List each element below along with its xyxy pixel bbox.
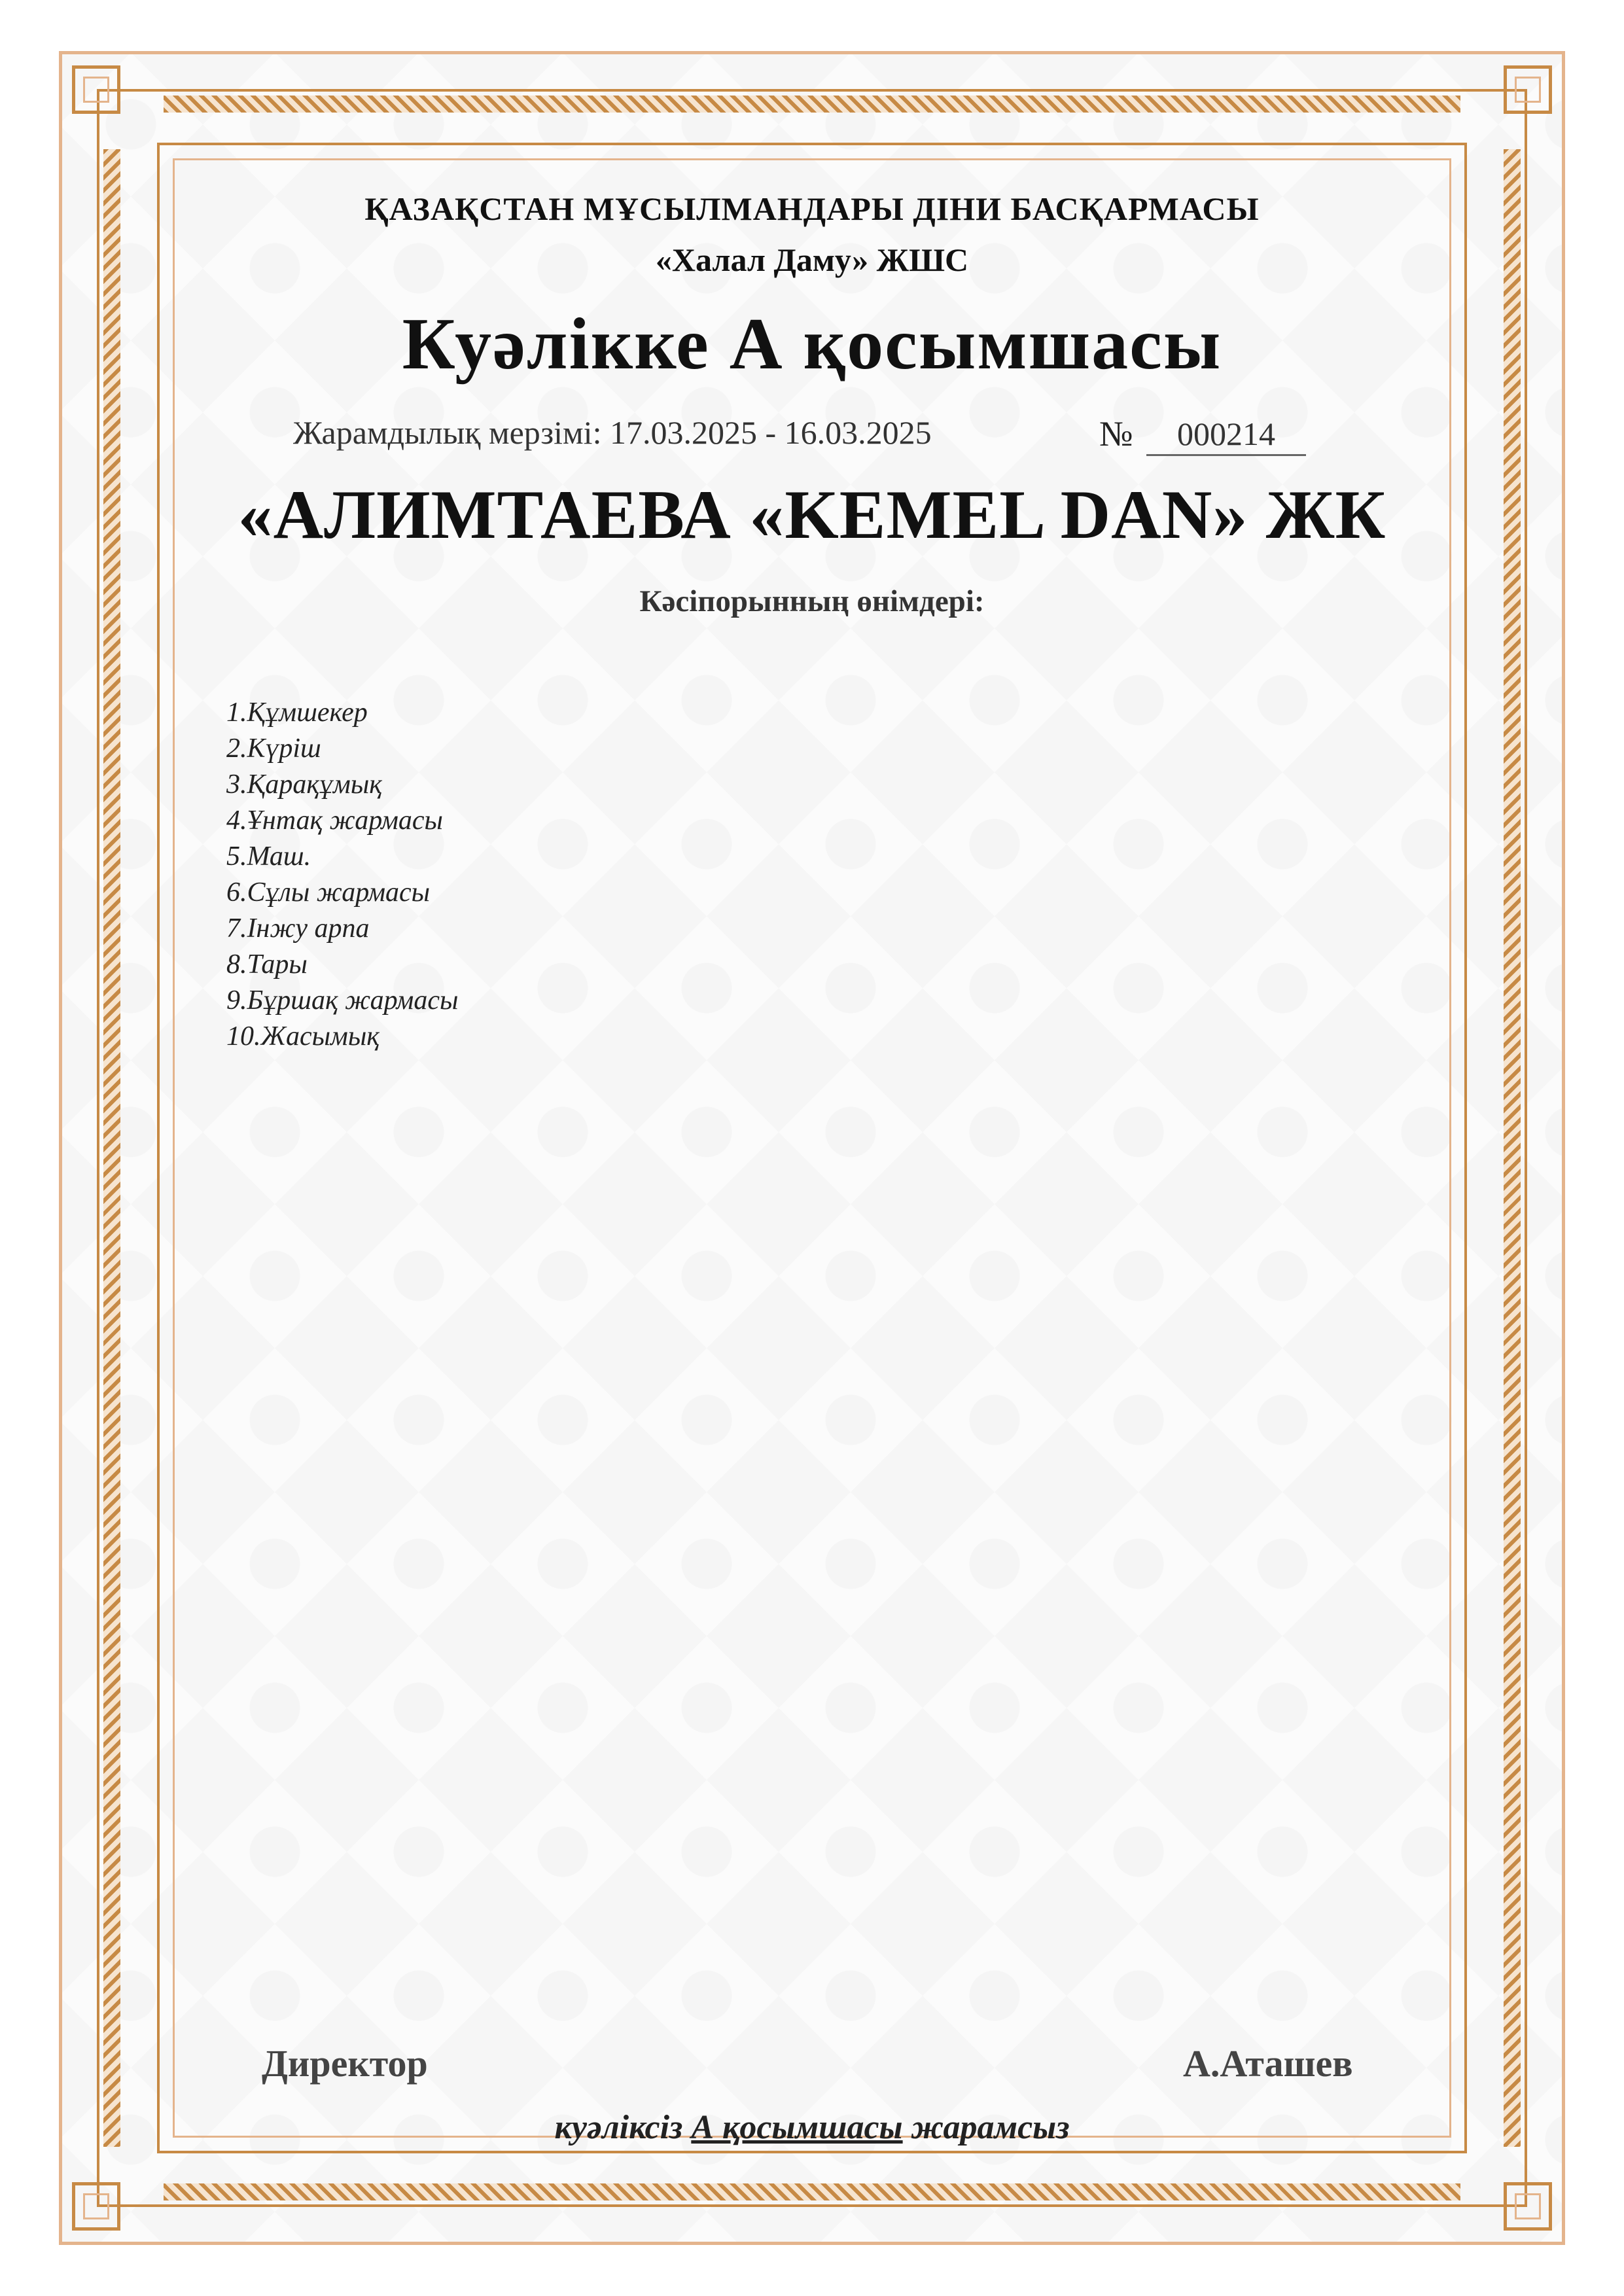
company-name: «АЛИМТАЕВА «KEMEL DAN» ЖК <box>238 476 1386 553</box>
list-item: 6.Сұлы жармасы <box>226 877 431 908</box>
products-heading: Кәсіпорынның өнімдері: <box>639 584 985 618</box>
director-label: Директор <box>262 2042 428 2085</box>
footer-text-before: куәліксіз <box>554 2109 692 2146</box>
list-item: 7.Інжу арпа <box>226 913 370 944</box>
products-list <box>226 695 458 1055</box>
rope-border-bottom <box>164 2183 1460 2200</box>
footer-note <box>0 2108 1624 2147</box>
organization-name: ҚАЗАҚСТАН МҰСЫЛМАНДАРЫ ДІНИ БАСҚАРМАСЫ <box>364 190 1260 227</box>
list-item: 9.Бұршақ жармасы <box>226 985 459 1016</box>
list-item: 4.Ұнтақ жармасы <box>226 805 443 836</box>
llp-name: «Халал Даму» ЖШС <box>655 241 969 278</box>
rope-border-left <box>103 149 120 2147</box>
footer-text-after: жарамсыз <box>902 2109 1070 2146</box>
corner-ornament-top-right <box>1504 65 1552 114</box>
number-sign: № <box>1099 414 1133 453</box>
corner-ornament-bottom-left <box>72 2182 120 2231</box>
footer-text-underlined: А қосымшасы <box>691 2109 903 2146</box>
validity-period: Жарамдылық мерзімі: 17.03.2025 - 16.03.2025 <box>293 414 932 451</box>
list-item: 5.Маш. <box>226 841 311 872</box>
list-item: 8.Тары <box>226 949 308 980</box>
rope-border-top <box>164 96 1460 113</box>
director-name: А.Аташев <box>1183 2042 1353 2085</box>
document-number: 000214 <box>1146 414 1306 456</box>
list-item: 3.Қарақұмық <box>226 769 382 800</box>
corner-ornament-top-left <box>72 65 120 114</box>
corner-ornament-bottom-right <box>1504 2182 1552 2231</box>
list-item: 1.Құмшекер <box>226 698 368 728</box>
list-item: 2.Күріш <box>226 733 321 764</box>
rope-border-right <box>1504 149 1521 2147</box>
list-item: 10.Жасымық <box>226 1021 380 1051</box>
document-title: Куәлікке А қосымшасы <box>402 304 1222 385</box>
